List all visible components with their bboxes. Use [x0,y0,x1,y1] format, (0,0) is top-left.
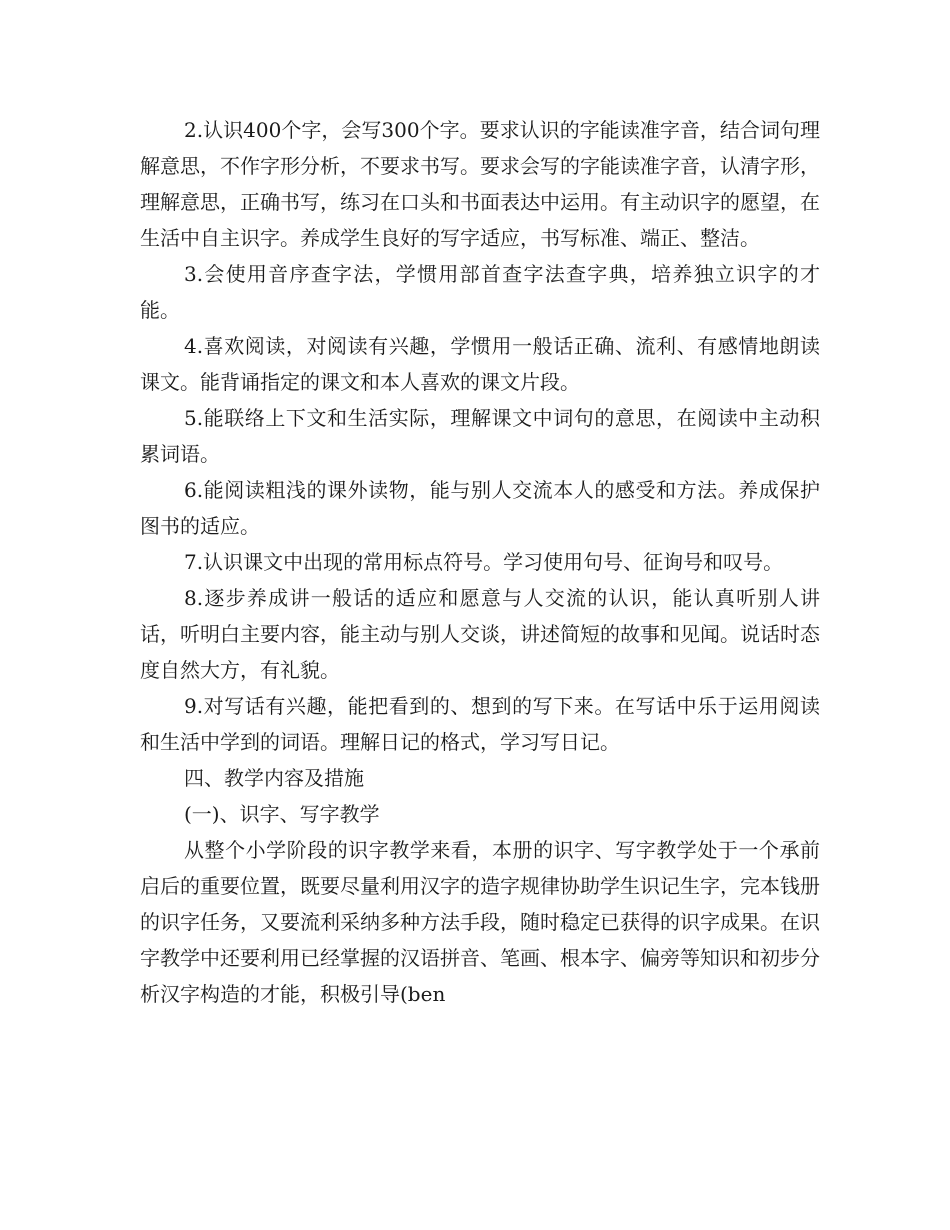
document-body [140,112,820,1012]
paragraph-goal-9: 9.对写话有兴趣，能把看到的、想到的写下来。在写话中乐于运用阅读和生活中学到的词语。理解日记的格式，学习写日记。 [140,694,820,754]
paragraph-goal-2: 2.认识400个字，会写300个字。要求认识的字能读准字音，结合词句理解意思，不作字形分析，不要求书写。要求会写的字能读准字音，认清字形，理解意思，正确书写，练习在口头和书面表达中运用。有主动识字的愿望，在生活中自主识字。养成学生良好的写字适应，书写标准、端正、整洁。 [140,118,820,250]
paragraph-goal-4: 4.喜欢阅读，对阅读有兴趣，学惯用一般话正确、流利、有感情地朗读课文。能背诵指定的课文和本人喜欢的课文片段。 [140,334,820,394]
paragraph-goal-5: 5.能联络上下文和生活实际，理解课文中词句的意思，在阅读中主动积累词语。 [140,406,820,466]
paragraph-goal-7: 7.认识课文中出现的常用标点符号。学习使用句号、征询号和叹号。 [184,550,784,574]
subsection-heading: (一)、识字、写字教学 [184,802,380,826]
paragraph-goal-6: 6.能阅读粗浅的课外读物，能与别人交流本人的感受和方法。养成保护图书的适应。 [140,478,820,538]
paragraph-goal-8: 8.逐步养成讲一般话的适应和愿意与人交流的认识，能认真听别人讲话，听明白主要内容，能主动与别人交谈，讲述简短的故事和见闻。说话时态度自然大方，有礼貌。 [140,586,820,682]
paragraph-goal-3: 3.会使用音序查字法，学惯用部首查字法查字典，培养独立识字的才能。 [140,262,820,322]
section-heading: 四、教学内容及措施 [184,766,364,790]
paragraph-literacy-teaching: 从整个小学阶段的识字教学来看，本册的识字、写字教学处于一个承前启后的重要位置，既要尽量利用汉字的造字规律协助学生识记生字，完本钱册的识字任务，又要流利采纳多种方法手段，随时稳定已获得的识字成果。在识字教学中还要利用已经掌握的汉语拼音、笔画、根本字、偏旁等知识和初步分析汉字构造的才能，积极引导(ben [140,838,820,1006]
